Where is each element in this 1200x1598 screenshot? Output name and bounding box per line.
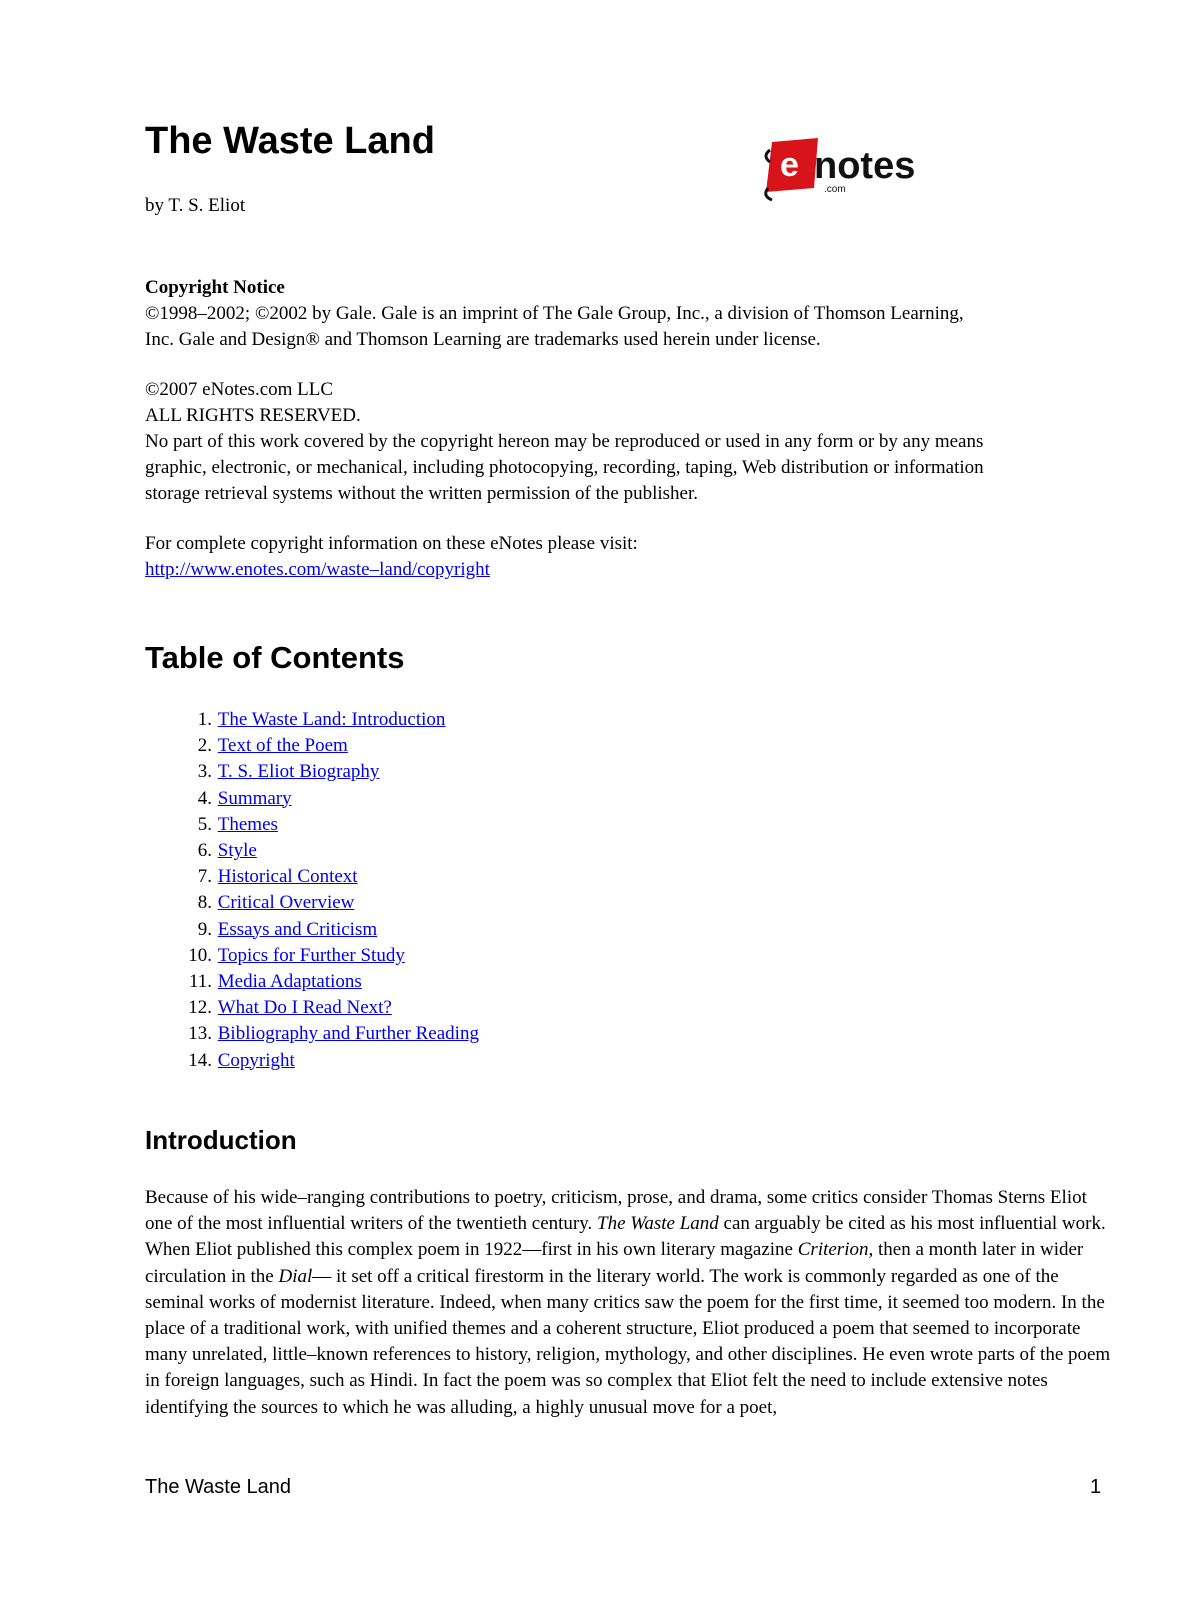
toc-item bbox=[145, 759, 745, 785]
toc-link-themes[interactable]: Themes bbox=[217, 813, 278, 835]
logo-text: notes bbox=[814, 145, 916, 187]
toc-heading: Table of Contents bbox=[145, 640, 405, 675]
toc-item bbox=[145, 707, 745, 733]
copyright-label: Copyright Notice bbox=[145, 277, 285, 298]
toc-link-critical-overview[interactable]: Critical Overview bbox=[217, 892, 355, 914]
toc-link-summary[interactable]: Summary bbox=[217, 787, 292, 809]
toc-link-bibliography[interactable]: Bibliography and Further Reading bbox=[217, 1023, 479, 1045]
toc-item bbox=[145, 812, 745, 838]
toc-number: 11. bbox=[188, 971, 212, 993]
intro-criterion-italic: Criterion, bbox=[797, 1239, 874, 1261]
intro-text: — it set off a critical firestorm in the literary world. The work is commonly regarded as one of the seminal works of modernist literature. Indeed, when many critics saw the poem for the first time, it seemed too modern. In the place of a traditional work, with unified themes and a coherent structure, Eliot produced a poem that seemed to incorporate many unrelated, little–known references to history, religion, mythology, and other disciplines. He even wrote parts of the poem in foreign languages, such as Hindi. In fact the poem was so complex that Eliot felt the need to include extensive notes identifying the sources to which he was alluding, a highly unusual move for a poet, bbox=[145, 1265, 1111, 1418]
rights-text-line: storage retrieval systems without the written permission of the publisher. bbox=[145, 483, 699, 504]
toc-item bbox=[145, 1021, 745, 1047]
visit-text: For complete copyright information on these eNotes please visit: bbox=[145, 533, 638, 554]
toc-number: 3. bbox=[197, 761, 212, 783]
intro-text: can arguably be cited as his most influential work. When Eliot published this complex poem in 1922—first in his own literary magazine bbox=[145, 1213, 1106, 1261]
toc-item bbox=[145, 995, 745, 1021]
copyright-line: Inc. Gale and Design® and Thomson Learning are trademarks used herein under license. bbox=[145, 329, 821, 350]
toc-number: 8. bbox=[197, 892, 212, 914]
rights-text-line: graphic, electronic, or mechanical, including photocopying, recording, taping, Web distribution or information bbox=[145, 457, 984, 478]
footer-title: The Waste Land bbox=[145, 1476, 292, 1498]
toc-number: 9. bbox=[197, 918, 212, 940]
document-title: The Waste Land bbox=[145, 120, 435, 162]
introduction-heading: Introduction bbox=[145, 1125, 297, 1155]
enotes-logo bbox=[760, 128, 935, 208]
intro-dial-italic: Dial bbox=[278, 1265, 313, 1287]
toc-number: 13. bbox=[188, 1023, 212, 1045]
copyright-url-link[interactable]: http://www.enotes.com/waste–land/copyright bbox=[145, 559, 490, 580]
rights-text-line: No part of this work covered by the copyright hereon may be reproduced or used in any form or by any means bbox=[145, 431, 984, 452]
toc-link-media[interactable]: Media Adaptations bbox=[217, 971, 362, 993]
page-number: 1 bbox=[1090, 1476, 1102, 1498]
toc-number: 6. bbox=[197, 840, 212, 862]
toc-number: 5. bbox=[197, 813, 212, 835]
copyright-line: ©1998–2002; ©2002 by Gale. Gale is an imprint of The Gale Group, Inc., a division of Thomson Learning, bbox=[145, 303, 964, 324]
toc-number: 2. bbox=[197, 735, 212, 757]
toc-item bbox=[145, 864, 745, 890]
toc-number: 14. bbox=[188, 1049, 212, 1071]
logo-subtext: .com bbox=[824, 184, 846, 195]
copyright-block bbox=[145, 275, 1115, 583]
toc-item bbox=[145, 786, 745, 812]
toc-link-topics[interactable]: Topics for Further Study bbox=[217, 944, 405, 966]
table-of-contents bbox=[145, 707, 745, 1074]
introduction-paragraph bbox=[145, 1185, 1115, 1421]
intro-title-italic: The Waste Land bbox=[597, 1213, 719, 1235]
toc-item bbox=[145, 890, 745, 916]
toc-link-introduction[interactable]: The Waste Land: Introduction bbox=[217, 709, 446, 730]
toc-link-historical-context[interactable]: Historical Context bbox=[217, 866, 358, 888]
toc-number: 7. bbox=[197, 866, 212, 888]
toc-number: 10. bbox=[188, 944, 212, 966]
toc-link-biography[interactable]: T. S. Eliot Biography bbox=[217, 761, 380, 783]
intro-text: then a month later in wider circulation in the bbox=[145, 1239, 1084, 1287]
toc-item bbox=[145, 733, 745, 759]
toc-link-copyright[interactable]: Copyright bbox=[217, 1049, 295, 1071]
toc-link-read-next[interactable]: What Do I Read Next? bbox=[217, 997, 392, 1019]
toc-item bbox=[145, 917, 745, 943]
enotes-copyright-line: ©2007 eNotes.com LLC bbox=[145, 379, 334, 400]
toc-item bbox=[145, 969, 745, 995]
toc-number: 1. bbox=[197, 709, 212, 730]
toc-link-essays[interactable]: Essays and Criticism bbox=[217, 918, 378, 940]
intro-text: Because of his wide–ranging contributions to poetry, criticism, prose, and drama, some critics consider Thomas Sterns Eliot one of the most influential writers of the twentieth century. bbox=[145, 1187, 1087, 1235]
toc-number: 4. bbox=[197, 787, 212, 809]
toc-link-text-of-poem[interactable]: Text of the Poem bbox=[217, 735, 348, 757]
svg-text:e: e bbox=[780, 146, 799, 184]
toc-link-style[interactable]: Style bbox=[217, 840, 257, 862]
introduction-body bbox=[145, 1185, 1115, 1421]
toc-number: 12. bbox=[188, 997, 212, 1019]
rights-reserved-line: ALL RIGHTS RESERVED. bbox=[145, 405, 361, 426]
toc-item bbox=[145, 943, 745, 969]
toc-item bbox=[145, 838, 745, 864]
toc-item bbox=[145, 1048, 745, 1074]
author-line: by T. S. Eliot bbox=[145, 195, 246, 216]
